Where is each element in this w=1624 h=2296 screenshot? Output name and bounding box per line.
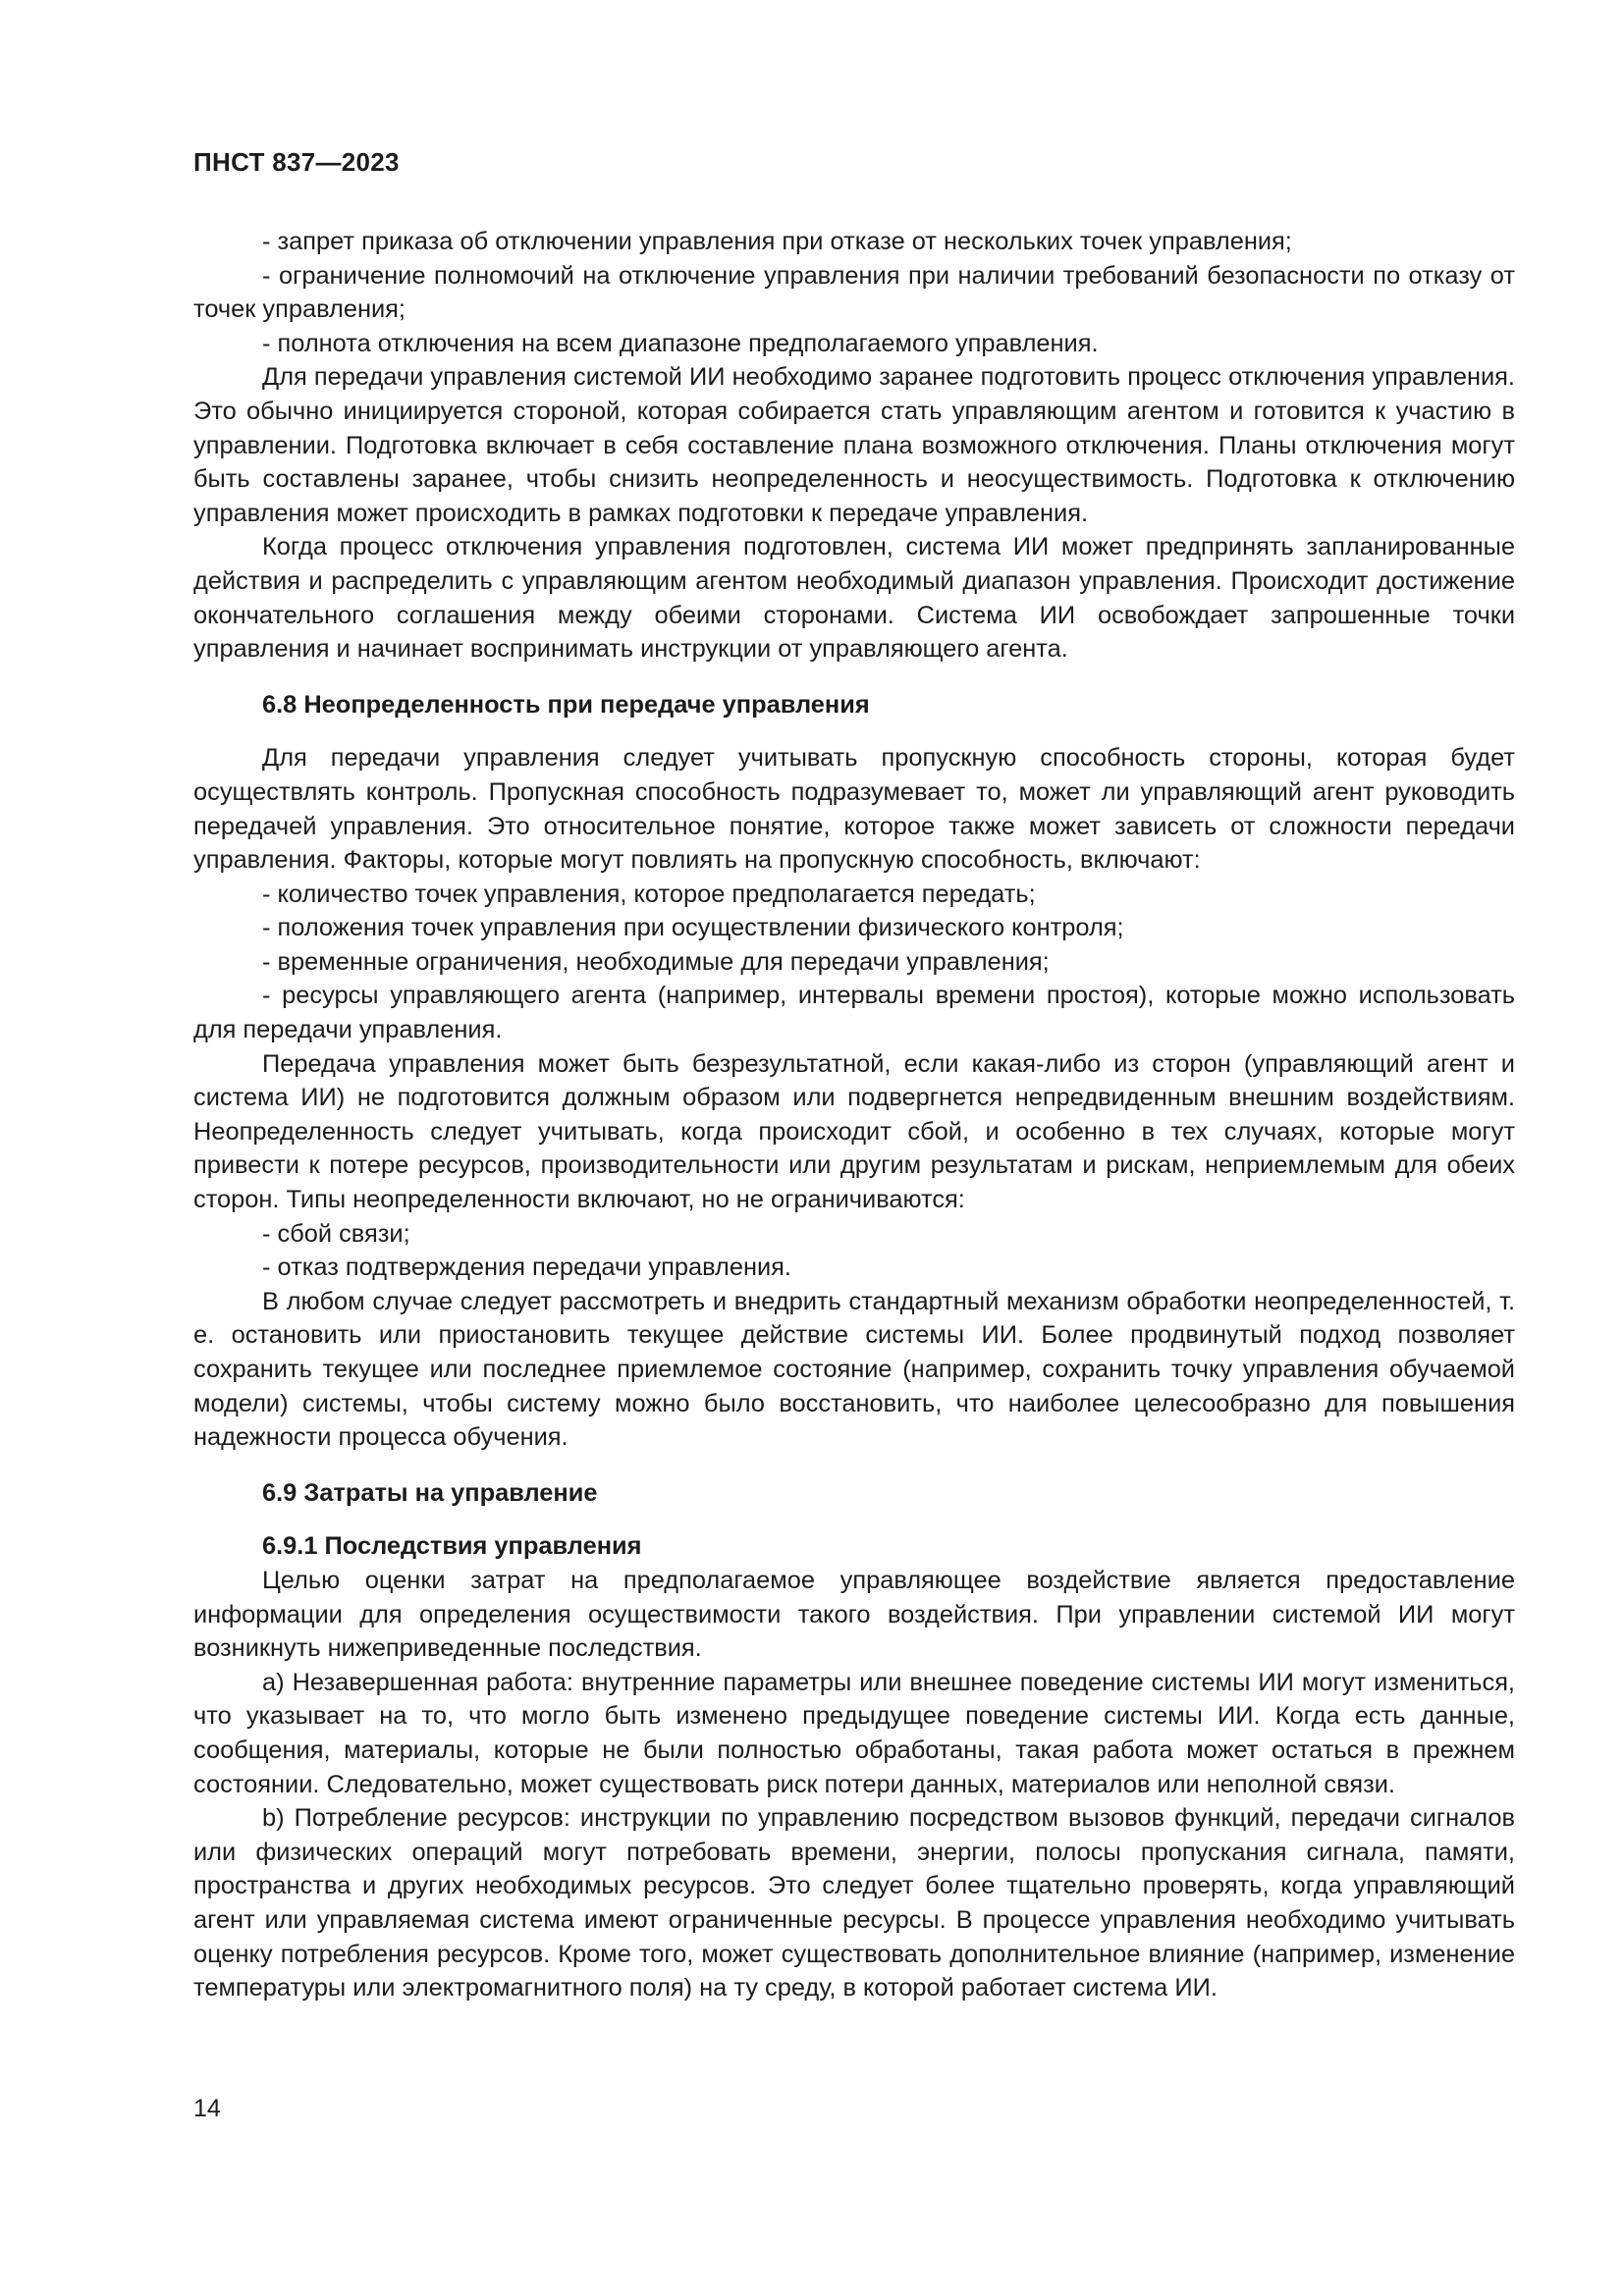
paragraph: Для передачи управления системой ИИ необходимо заранее подготовить процесс отключения управления. Это обычно инициируется стороной, которая собирается стать управляющим агентом и готовится к участию в управлении. Подготовка включает в себя составление плана возможного отключения. Планы отключения могут быть составлены заранее, чтобы снизить неопределенность и неосуществимость. Подготовка к отключению управления может происходить в рамках подготовки к передаче управления. xyxy=(193,363,1515,527)
list-item: - отказ подтверждения передачи управления. xyxy=(262,1254,791,1282)
paragraph: Когда процесс отключения управления подготовлен, система ИИ может предпринять запланированные действия и распределить с управляющим агентом необходимый диапазон управления. Происходит достижение окончательного соглашения между обеими сторонами. Система ИИ освобождает запрошенные точки управления и начинает воспринимать инструкции от управляющего агента. xyxy=(193,533,1515,664)
enumerated-item-b: b) Потребление ресурсов: инструкции по управлению посредством вызовов функций, передачи сигналов или физических операций могут потребовать времени, энергии, полосы пропускания сигнала, памяти, пространства и других необходимых ресурсов. Это следует более тщательно проверять, когда управляющий агент или управляемая система имеют ограниченные ресурсы. В процессе управления необходимо учитывать оценку потребления ресурсов. Кроме того, может существовать дополнительное влияние (например, изменение температуры или электромагнитного поля) на ту среду, в которой работает система ИИ. xyxy=(193,1804,1515,2002)
document-code-header: ПНСТ 837—2023 xyxy=(193,147,400,177)
section-heading-6-9: 6.9 Затраты на управление xyxy=(262,1478,598,1507)
list-item: - запрет приказа об отключении управления при отказе от нескольких точек управления; xyxy=(262,228,1292,255)
paragraph: Передача управления может быть безрезультатной, если какая-либо из сторон (управляющий агент и система ИИ) не подготовится должным образом или подвергнется непредвиденным внешним воздействиям. Неопределенность следует учитывать, когда происходит сбой, и особенно в тех случаях, которые могут привести к потере ресурсов, производительности или другим результатам и рискам, неприемлемым для обеих сторон. Типы неопределенности включают, но не ограничиваются: xyxy=(193,1049,1515,1214)
list-item: - сбой связи; xyxy=(262,1219,410,1248)
enumerated-item-a: а) Незавершенная работа: внутренние параметры или внешнее поведение системы ИИ могут измениться, что указывает на то, что могло быть изменено предыдущее поведение системы ИИ. Когда есть данные, сообщения, материалы, которые не были полностью обработаны, такая работа может остаться в прежнем состоянии. Следовательно, может существовать риск потери данных, материалов или неполной связи. xyxy=(193,1668,1515,1798)
paragraph: Целью оценки затрат на предполагаемое управляющее воздействие является предоставление информации для определения осуществимости такого воздействия. При управлении системой ИИ могут возникнуть нижеприведенные последствия. xyxy=(193,1566,1515,1663)
list-item: - полнота отключения на всем диапазоне предполагаемого управления. xyxy=(262,329,1099,357)
page-number: 14 xyxy=(193,2095,221,2122)
paragraph: В любом случае следует рассмотреть и внедрить стандартный механизм обработки неопределенностей, т. е. остановить или приостановить текущее действие системы ИИ. Более продвинутый подход позволяет сохранить текущее или последнее приемлемое состояние (например, сохранить точку управления обучаемой модели) системы, чтобы систему можно было восстановить, что наиболее целесообразно для повышения надежности процесса обучения. xyxy=(193,1287,1515,1452)
section-heading-6-8: 6.8 Неопределенность при передаче управления xyxy=(262,690,870,719)
list-item: - положения точек управления при осуществлении физического контроля; xyxy=(262,914,1124,942)
list-item: - ограничение полномочий на отключение управления при наличии требований безопасности по отказу от точек управления; xyxy=(193,261,1515,324)
paragraph: Для передачи управления следует учитывать пропускную способность стороны, которая будет осуществлять контроль. Пропускная способность подразумевает то, может ли управляющий агент руководить передачей управления. Это относительное понятие, которое также может зависеть от сложности передачи управления. Факторы, которые могут повлиять на пропускную способность, включают: xyxy=(193,744,1515,875)
document-page xyxy=(193,147,1515,2005)
subsection-heading-6-9-1: 6.9.1 Последствия управления xyxy=(262,1532,642,1561)
list-item: - ресурсы управляющего агента (например, интервалы времени простоя), которые можно использовать для передачи управления. xyxy=(193,982,1515,1044)
list-item: - временные ограничения, необходимые для передачи управления; xyxy=(262,947,1050,976)
list-item: - количество точек управления, которое предполагается передать; xyxy=(262,880,1036,908)
